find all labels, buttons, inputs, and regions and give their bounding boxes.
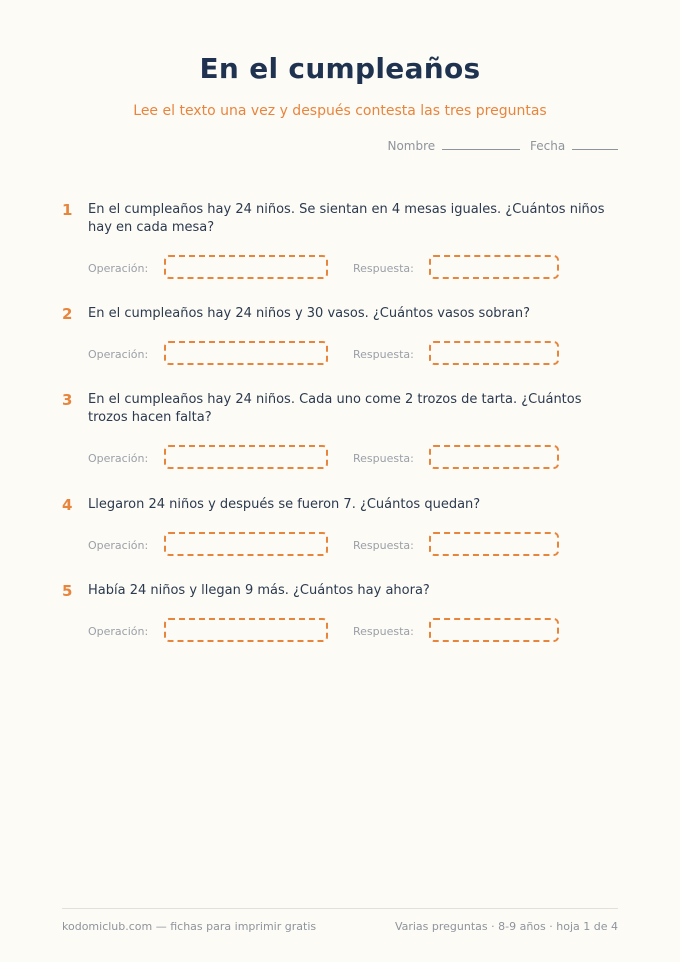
operation-label: Operación: — [88, 539, 149, 552]
answer-row — [62, 532, 622, 560]
answer-row — [62, 618, 622, 646]
answer-box[interactable] — [429, 618, 559, 642]
question-number: 3 — [62, 391, 73, 409]
operation-label: Operación: — [88, 625, 149, 638]
date-blank-line[interactable] — [572, 139, 618, 150]
answer-box[interactable] — [429, 255, 559, 279]
answer-box[interactable] — [429, 341, 559, 365]
question-text: Llegaron 24 niños y después se fueron 7. ¿Cuántos quedan? — [88, 497, 481, 512]
question-1 — [62, 201, 622, 283]
question-3 — [62, 391, 622, 473]
answer-label: Respuesta: — [353, 625, 414, 638]
name-field[interactable] — [387, 139, 520, 153]
date-field[interactable] — [530, 139, 618, 153]
footer-site: kodomiclub.com — fichas para imprimir gratis — [62, 920, 317, 933]
answer-box[interactable] — [429, 445, 559, 469]
question-5 — [62, 582, 622, 646]
question-text: Había 24 niños y llegan 9 más. ¿Cuántos hay ahora? — [88, 583, 430, 598]
question-number: 2 — [62, 305, 73, 323]
question-number: 4 — [62, 496, 73, 514]
answer-row — [62, 255, 622, 283]
operation-box[interactable] — [164, 532, 328, 556]
question-number: 1 — [62, 201, 73, 219]
operation-box[interactable] — [164, 445, 328, 469]
name-blank-line[interactable] — [442, 139, 520, 150]
name-date-fields — [387, 139, 618, 153]
answer-box[interactable] — [429, 532, 559, 556]
operation-box[interactable] — [164, 341, 328, 365]
question-text: En el cumpleaños hay 24 niños. Cada uno come 2 trozos de tarta. ¿Cuántos trozos hacen falta? — [88, 392, 582, 425]
operation-label: Operación: — [88, 452, 149, 465]
answer-label: Respuesta: — [353, 262, 414, 275]
question-4 — [62, 496, 622, 560]
answer-row — [62, 341, 622, 369]
footer-divider — [62, 908, 618, 909]
operation-box[interactable] — [164, 618, 328, 642]
question-text: En el cumpleaños hay 24 niños y 30 vasos. ¿Cuántos vasos sobran? — [88, 306, 530, 321]
operation-label: Operación: — [88, 262, 149, 275]
answer-label: Respuesta: — [353, 539, 414, 552]
operation-label: Operación: — [88, 348, 149, 361]
operation-box[interactable] — [164, 255, 328, 279]
date-label: Fecha — [529, 139, 566, 153]
question-number: 5 — [62, 582, 73, 600]
question-2 — [62, 305, 622, 369]
page-title: En el cumpleaños — [199, 52, 481, 85]
answer-row — [62, 445, 622, 473]
name-label: Nombre — [387, 139, 436, 153]
question-text: En el cumpleaños hay 24 niños. Se sientan en 4 mesas iguales. ¿Cuántos niños hay en cada mesa? — [88, 202, 605, 235]
footer-page-info: Varias preguntas · 8-9 años · hoja 1 de 4 — [394, 920, 618, 933]
answer-label: Respuesta: — [353, 348, 414, 361]
page-subtitle: Lee el texto una vez y después contesta las tres preguntas — [133, 103, 547, 119]
answer-label: Respuesta: — [353, 452, 414, 465]
